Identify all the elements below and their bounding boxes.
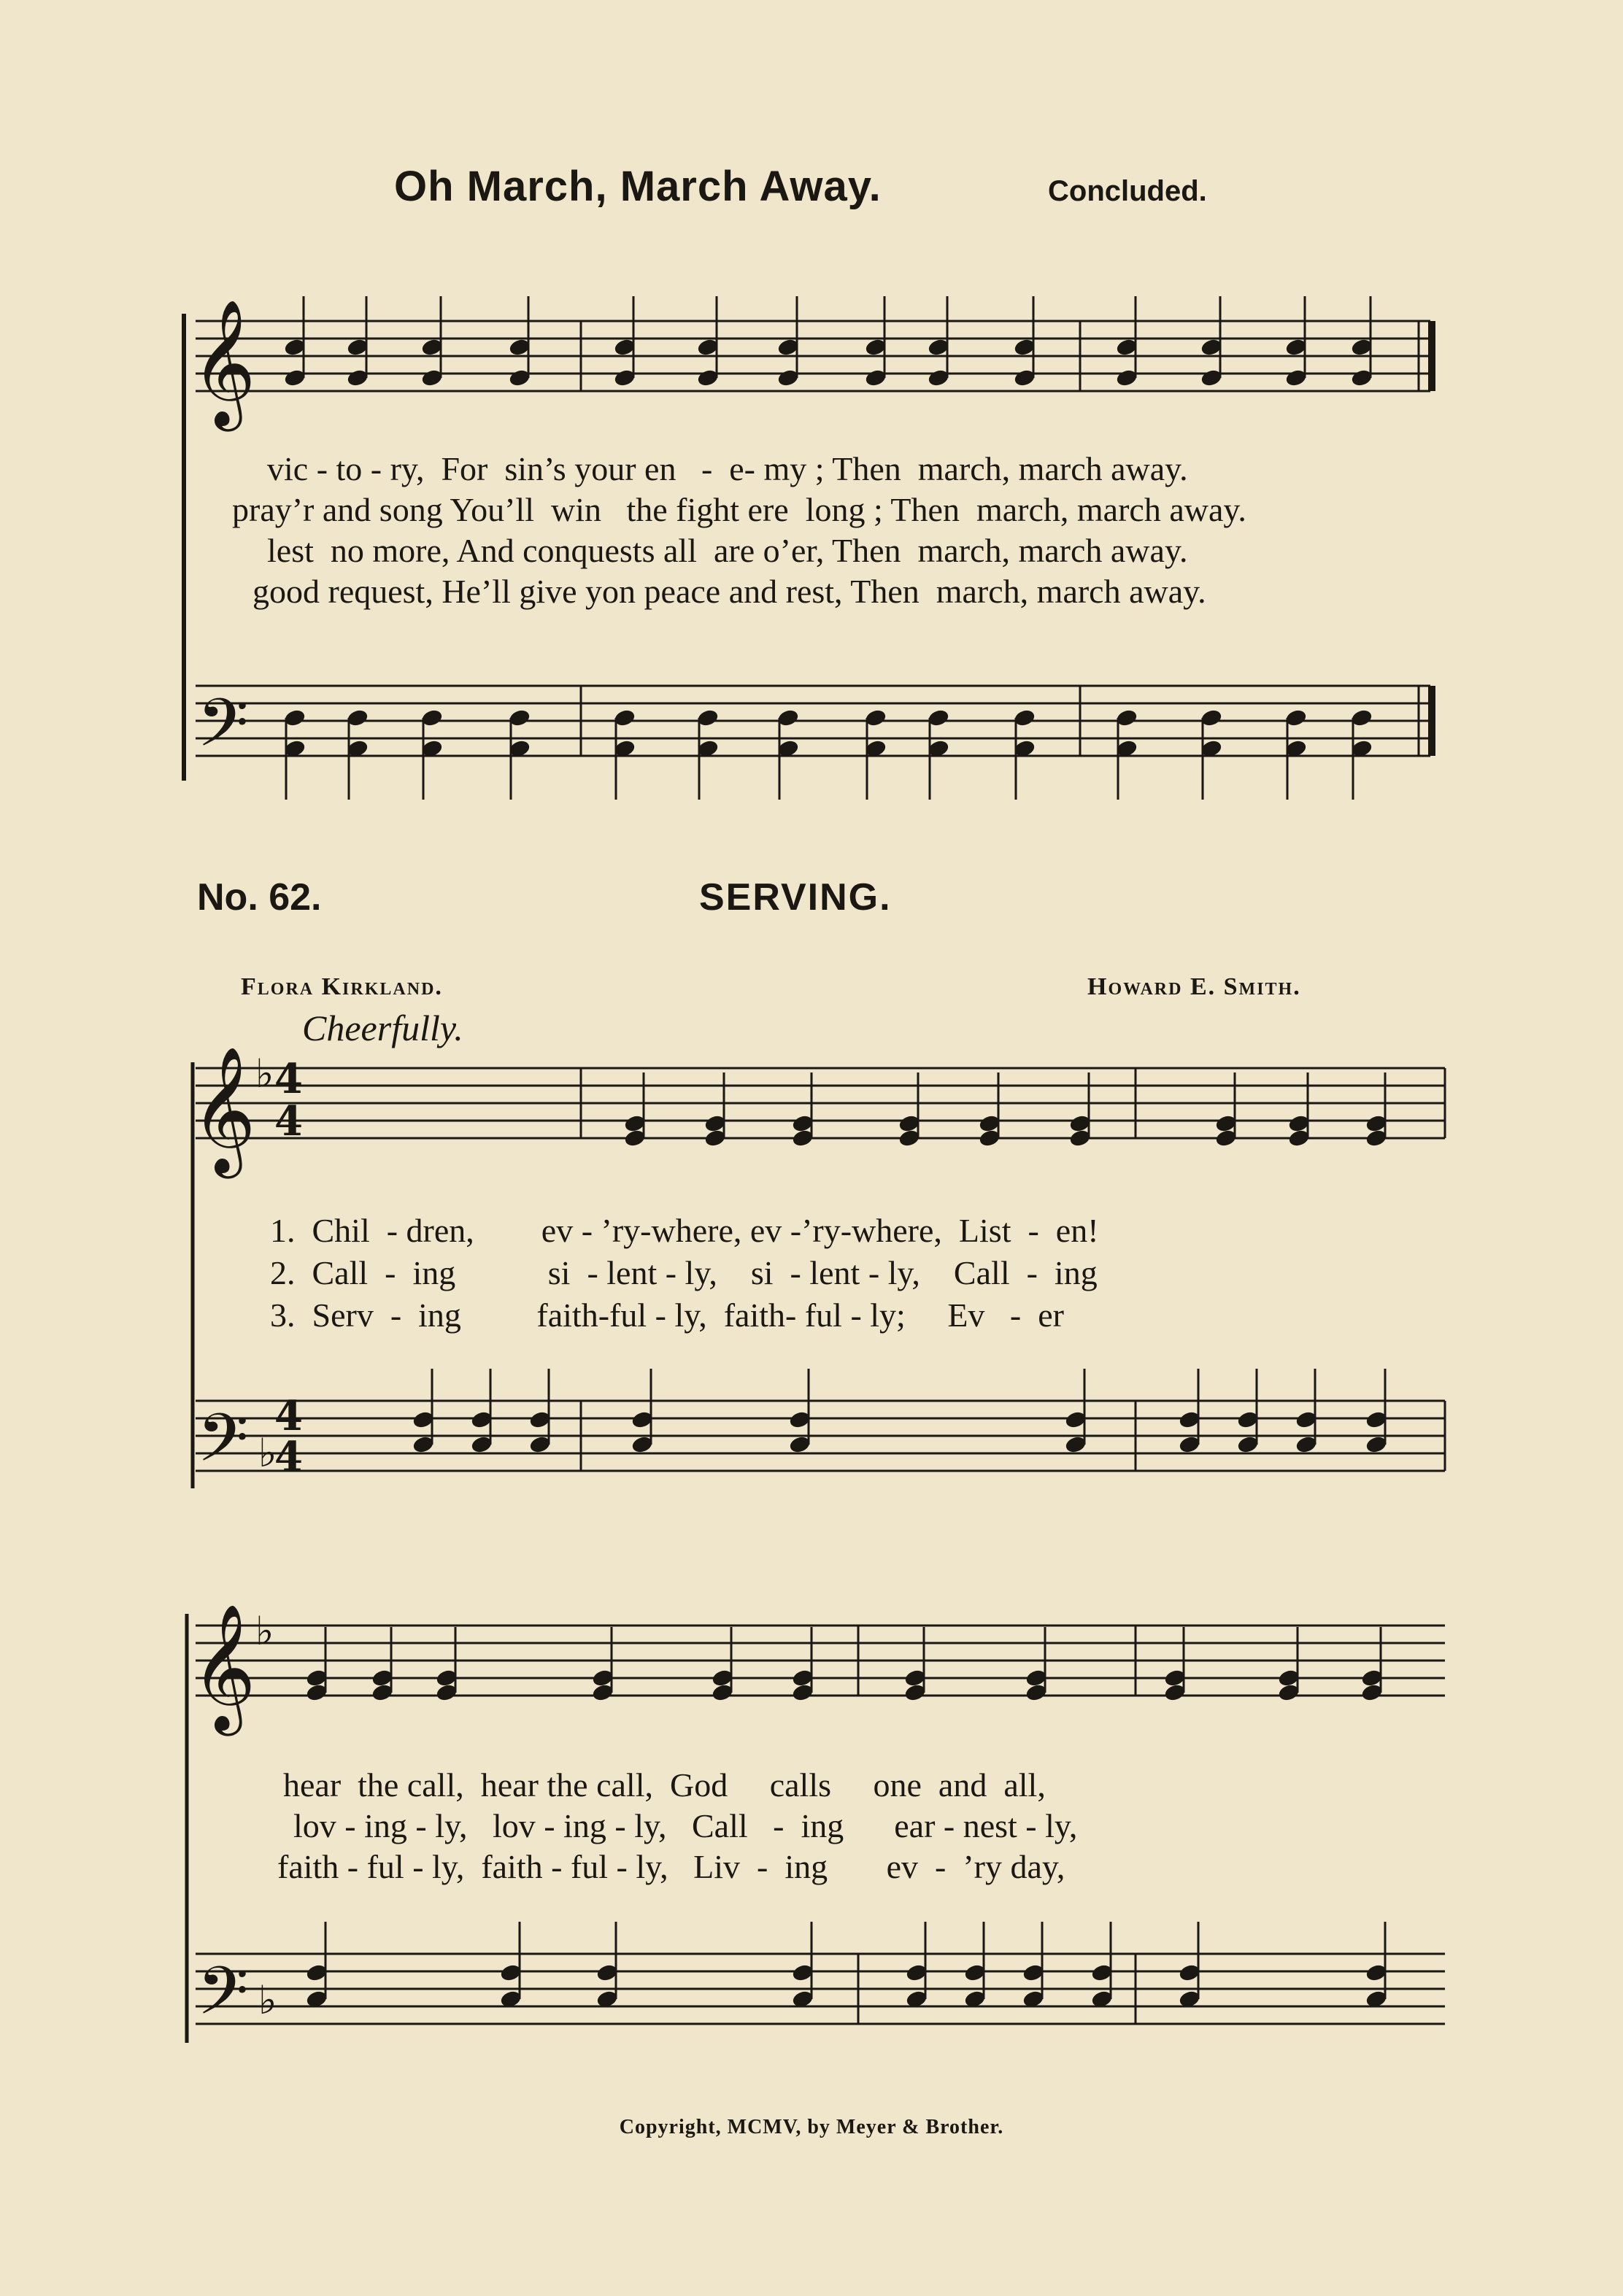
bass-clef-icon-3: 𝄢: [197, 1952, 249, 2046]
tempo-marking: Cheerfully.: [302, 1008, 463, 1048]
flat-icon-bass-2: ♭: [258, 1977, 277, 2023]
staff-bass-3: [196, 1954, 1445, 2024]
lyric-line-1: vic - to - ry, For sin’s your en - e- my ; Then march, march away.: [267, 450, 1188, 487]
flat-icon: ♭: [255, 1051, 274, 1097]
lyric-line-2: pray’r and song You’ll win the fight ere long ; Then march, march away.: [232, 491, 1246, 528]
verse-line-3: 3. Serv - ing faith-ful - ly, faith- ful - ly; Ev - er: [270, 1296, 1064, 1334]
staff-bass-1: [196, 686, 1430, 756]
song-title: Oh March, March Away.: [394, 163, 882, 210]
treble-clef-icon-3: 𝄞: [191, 1604, 256, 1731]
time-sig-bottom: 4: [274, 1097, 303, 1145]
staff-treble-1: [196, 321, 1430, 391]
barlines-1: [581, 321, 1419, 756]
bass-clef-icon-2: 𝄢: [197, 1399, 249, 1493]
verse-line-1: 1. Chil - dren, ev - ’ry-where, ev -’ry-where, List - en!: [270, 1212, 1099, 1249]
song-subtitle: Concluded.: [1048, 175, 1207, 207]
hymn-composer: Howard E. Smith.: [1087, 973, 1301, 1000]
hymn-title: SERVING.: [699, 876, 892, 919]
time-sig-top-bass: 4: [274, 1392, 303, 1440]
flat-icon-bass: ♭: [258, 1430, 277, 1476]
hymn-author: Flora Kirkland.: [241, 973, 443, 1000]
verse-line-3b: faith - ful - ly, faith - ful - ly, Liv - ing ev - ’ry day,: [277, 1848, 1065, 1885]
treble-clef-icon-2: 𝄞: [191, 1046, 256, 1173]
verse-line-2: 2. Call - ing si - lent - ly, si - lent - ly, Call - ing: [270, 1254, 1098, 1291]
copyright-notice: Copyright, MCMV, by Meyer & Brother.: [619, 2116, 1004, 2138]
time-sig-bottom-bass: 4: [274, 1433, 303, 1481]
treble-clef-icon: 𝄞: [191, 299, 256, 426]
time-sig-top: 4: [274, 1055, 303, 1103]
hymn-number: No. 62.: [197, 876, 322, 919]
bass-clef-icon: 𝄢: [197, 684, 249, 778]
barlines-3: [858, 1626, 1136, 2024]
verse-line-1b: hear the call, hear the call, God calls one and all,: [283, 1766, 1046, 1804]
flat-icon-2: ♭: [255, 1608, 274, 1654]
verse-line-2b: lov - ing - ly, lov - ing - ly, Call - ing ear - nest - ly,: [293, 1807, 1078, 1844]
lyric-line-4: good request, He’ll give yon peace and rest, Then march, march away.: [252, 573, 1206, 610]
lyric-line-3: lest no more, And conquests all are o’er, Then march, march away.: [267, 532, 1188, 569]
staff-treble-2: [196, 1068, 1445, 1138]
